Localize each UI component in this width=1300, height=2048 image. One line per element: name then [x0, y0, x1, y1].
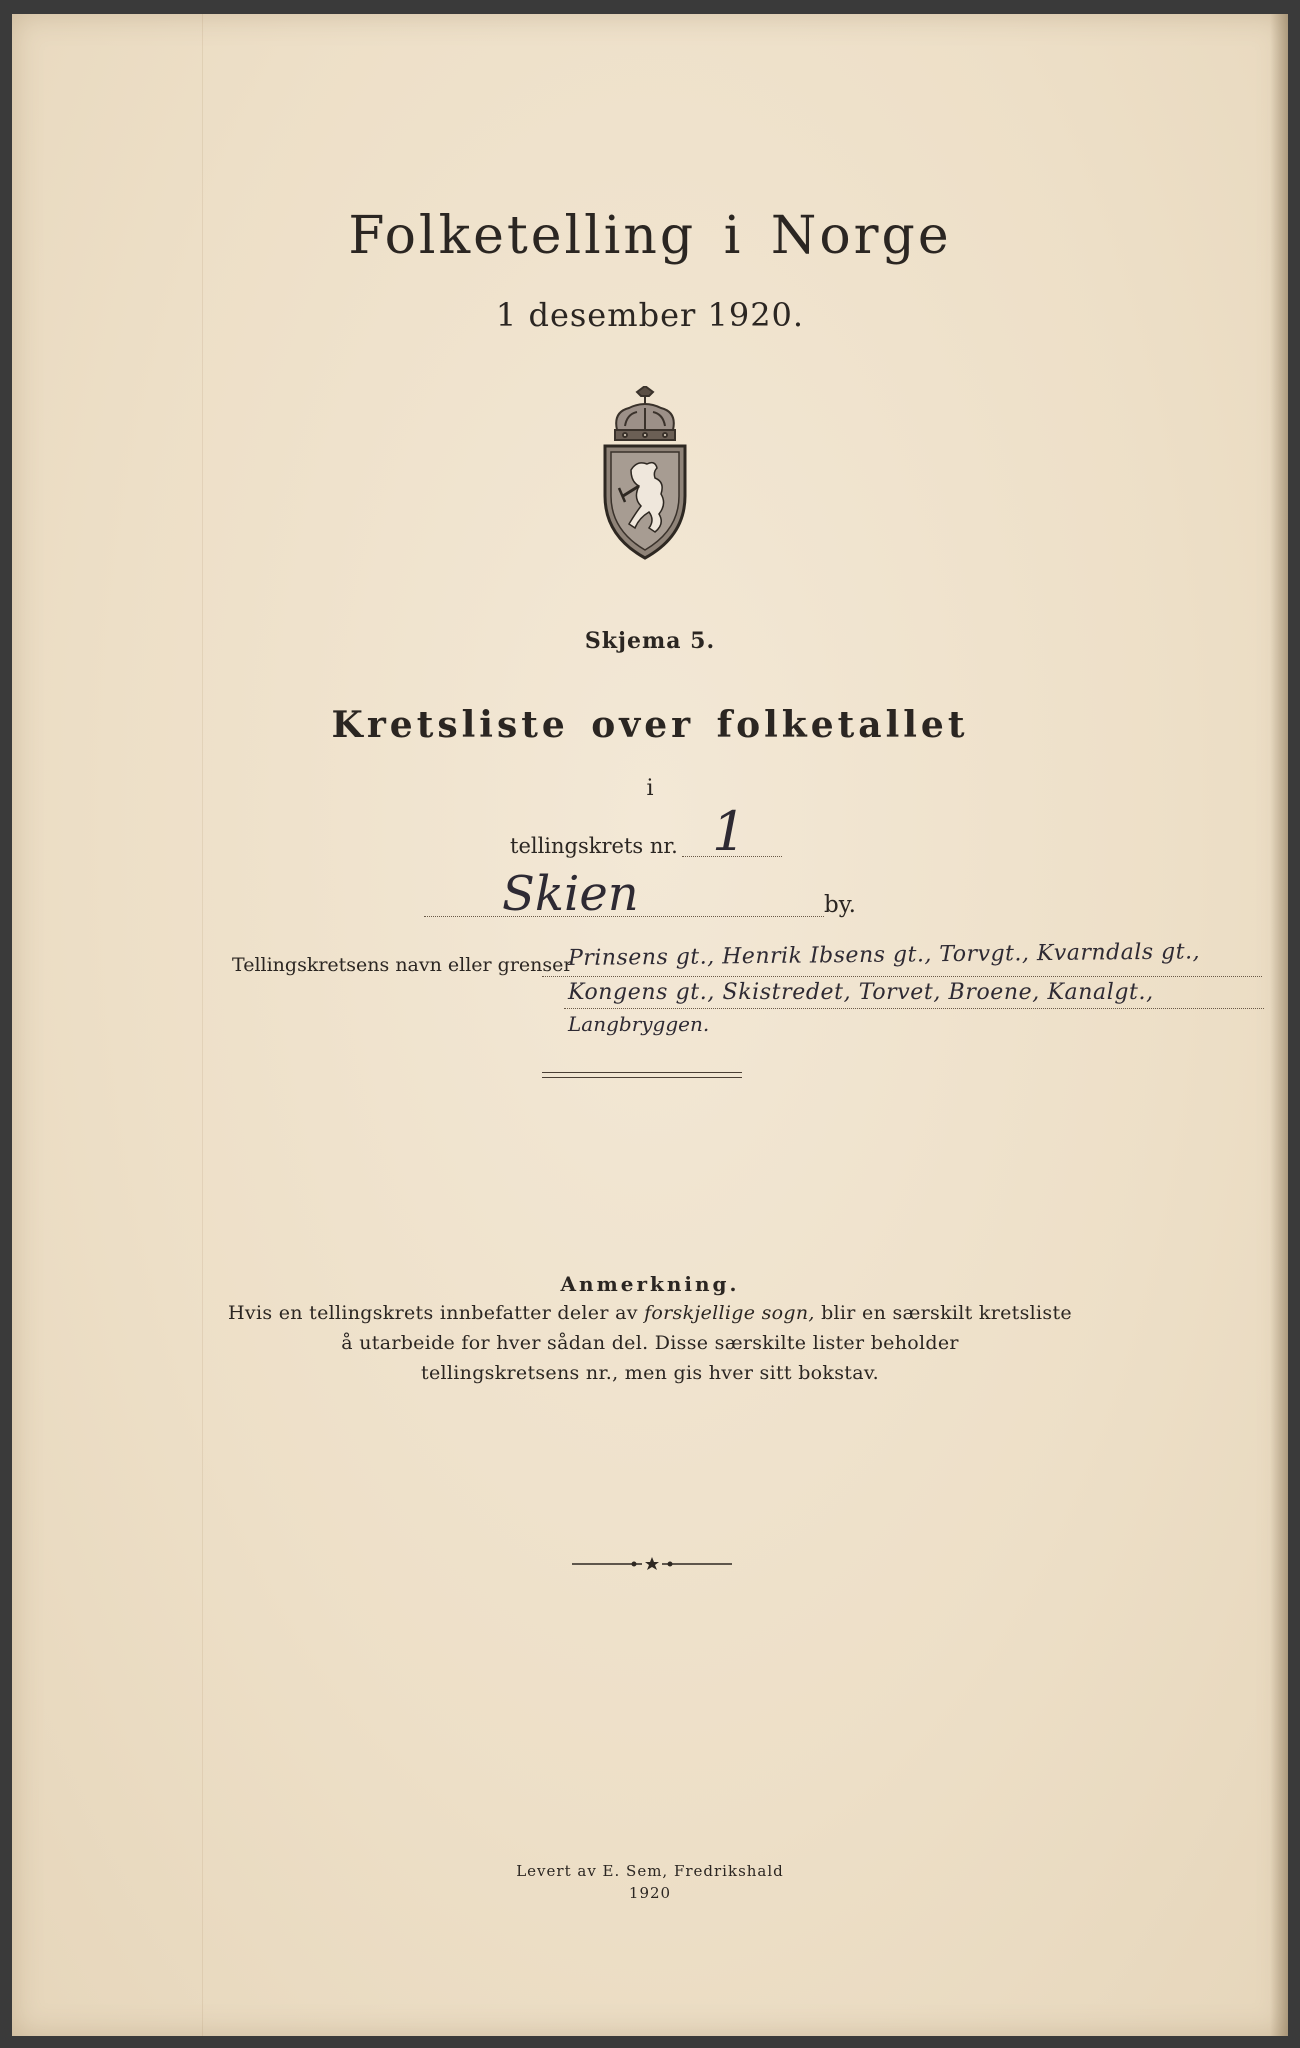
boundaries-value-line-2: Kongens gt., Skistredet, Torvet, Broene, Kanalgt.,: [568, 980, 1154, 1005]
city-value: Skien: [502, 866, 639, 922]
note-title: Anmerkning.: [560, 1272, 740, 1296]
note-line-1-start: Hvis en tellingskrets innbefatter deler av: [228, 1302, 645, 1324]
star-ornament-icon: [572, 1554, 732, 1574]
note-line-3: tellingskretsens nr., men gis hver sitt bokstav.: [421, 1362, 879, 1384]
connector-text: i: [646, 776, 654, 801]
district-number-value: 1: [712, 800, 747, 863]
section-divider: [542, 1072, 742, 1078]
note-line-1: [12, 1302, 1288, 1324]
printer-year: 1920: [628, 1884, 672, 1902]
boundaries-dotline-1: [542, 976, 1262, 977]
form-heading: Kretsliste over folketallet: [331, 704, 969, 746]
boundaries-label: Tellingskretsens navn eller grenser: [232, 954, 573, 976]
schema-number: Skjema 5.: [584, 628, 716, 654]
boundaries-value-line-1: Prinsens gt., Henrik Ibsens gt., Torvgt., Kvarndals gt.,: [567, 939, 1201, 971]
note-line-1-emphasis: forskjellige sogn,: [644, 1302, 815, 1324]
boundaries-dotline-2: [564, 1008, 1264, 1009]
document-title: Folketelling i Norge: [348, 206, 952, 266]
printer-credit: Levert av E. Sem, Fredrikshald: [516, 1862, 784, 1880]
norwegian-coat-of-arms-icon: [595, 386, 695, 564]
boundaries-value-line-3: Langbryggen.: [568, 1012, 710, 1036]
document-date: 1 desember 1920.: [495, 296, 805, 334]
census-form-page: [12, 14, 1288, 2036]
district-number-label: tellingskrets nr.: [510, 834, 678, 858]
city-suffix: by.: [824, 892, 856, 918]
note-line-1-end: blir en særskilt kretsliste: [814, 1302, 1072, 1324]
note-line-2: å utarbeide for hver sådan del. Disse særskilte lister beholder: [341, 1332, 959, 1354]
